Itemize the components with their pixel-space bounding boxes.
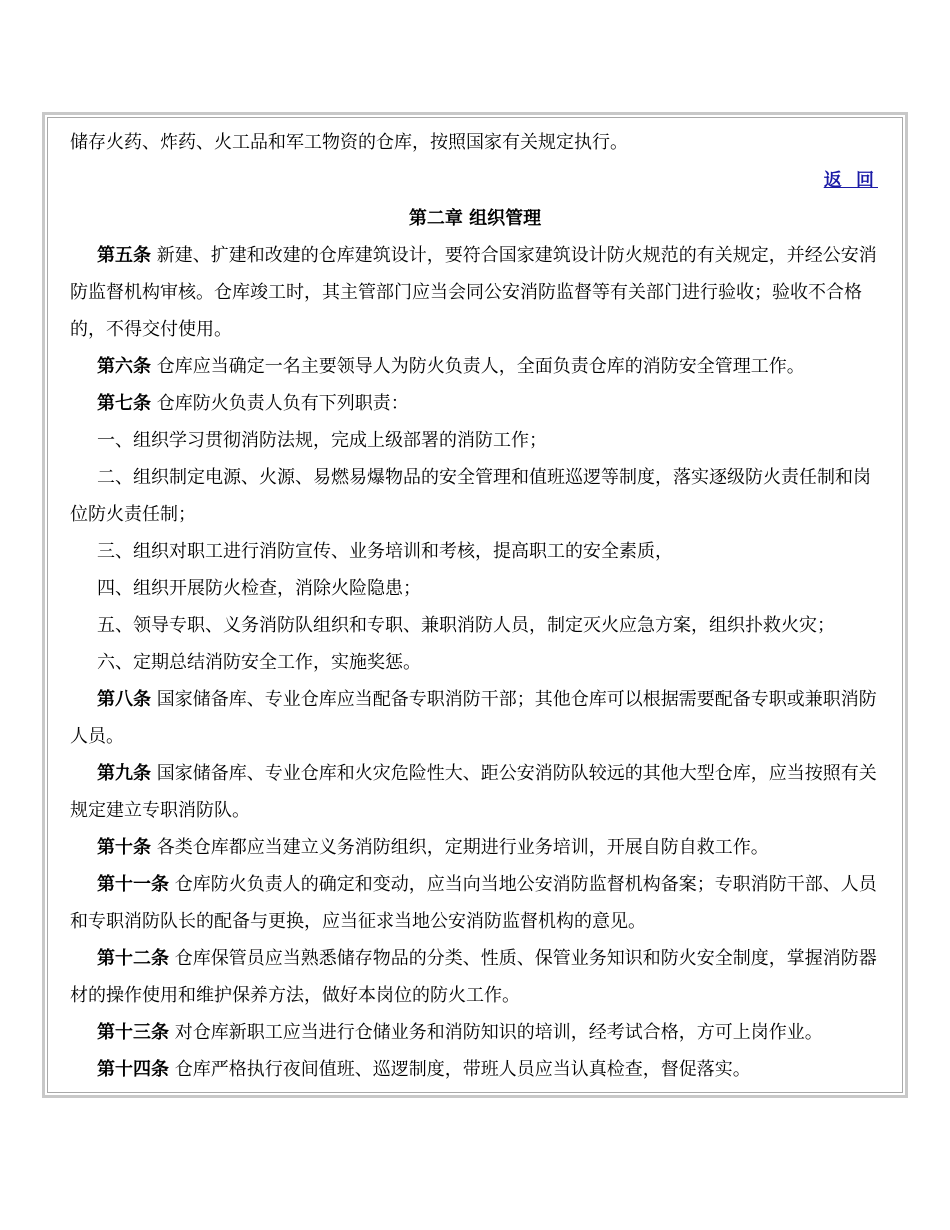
back-link[interactable]: 返 回 [823, 170, 878, 191]
chapter-title: 第二章 组织管理 [408, 208, 542, 229]
article-text: 国家储备库、专业仓库应当配备专职消防干部；其他仓库可以根据需要配备专职或兼职消防人员。 [70, 689, 877, 747]
article-11 [70, 866, 880, 940]
article-7 [70, 385, 880, 422]
article-9 [70, 755, 880, 829]
article-text: 国家储备库、专业仓库和火灾危险性大、距公安消防队较远的其他大型仓库，应当按照有关规定建立专职消防队。 [70, 763, 877, 821]
article-text: 仓库严格执行夜间值班、巡逻制度，带班人员应当认真检查，督促落实。 [169, 1059, 751, 1080]
article-10 [70, 829, 880, 866]
article-14 [70, 1051, 880, 1088]
content-frame [42, 112, 908, 1098]
article-label: 第十四条 [97, 1059, 169, 1080]
article-label: 第六条 [97, 356, 151, 377]
article-6 [70, 348, 880, 385]
article-text: 仓库防火负责人负有下列职责： [151, 393, 409, 414]
list-item: 四、组织开展防火检查，消除火险隐患； [97, 578, 421, 599]
article-label: 第五条 [97, 245, 151, 266]
article-5 [70, 237, 880, 348]
article-text: 新建、扩建和改建的仓库建筑设计，要符合国家建筑设计防火规范的有关规定，并经公安消防监督机构审核。仓库竣工时，其主管部门应当会同公安消防监督等有关部门进行验收；验收不合格的，不得交付使用。 [70, 245, 877, 340]
article-12 [70, 940, 880, 1014]
article-label: 第十二条 [97, 948, 169, 969]
article-label: 第七条 [97, 393, 151, 414]
article-text: 仓库防火负责人的确定和变动，应当向当地公安消防监督机构备案；专职消防干部、人员和专职消防队长的配备与更换，应当征求当地公安消防监督机构的意见。 [70, 874, 877, 932]
list-item: 三、组织对职工进行消防宣传、业务培训和考核，提高职工的安全素质， [97, 541, 673, 562]
list-item: 五、领导专职、义务消防队组织和专职、兼职消防人员，制定灭火应急方案，组织扑救火灾； [97, 615, 835, 636]
article-label: 第十条 [97, 837, 151, 858]
article-text: 对仓库新职工应当进行仓储业务和消防知识的培训，经考试合格，方可上岗作业。 [169, 1022, 823, 1043]
article-label: 第十三条 [97, 1022, 169, 1043]
article-text: 各类仓库都应当建立义务消防组织，定期进行业务培训，开展自防自救工作。 [151, 837, 769, 858]
content-body [47, 117, 903, 1093]
article-label: 第九条 [97, 763, 151, 784]
article-text: 仓库应当确定一名主要领导人为防火负责人，全面负责仓库的消防安全管理工作。 [151, 356, 805, 377]
intro-line: 储存火药、炸药、火工品和军工物资的仓库，按照国家有关规定执行。 [70, 132, 628, 153]
back-row [70, 161, 880, 201]
article-13 [70, 1014, 880, 1051]
article-label: 第十一条 [97, 874, 169, 895]
list-item: 一、组织学习贯彻消防法规，完成上级部署的消防工作； [97, 430, 547, 451]
article-text: 仓库保管员应当熟悉储存物品的分类、性质、保管业务知识和防火安全制度，掌握消防器材的操作使用和维护保养方法，做好本岗位的防火工作。 [70, 948, 877, 1006]
list-item: 二、组织制定电源、火源、易燃易爆物品的安全管理和值班巡逻等制度，落实逐级防火责任制和岗位防火责任制； [70, 467, 871, 525]
list-item: 六、定期总结消防安全工作，实施奖惩。 [97, 652, 421, 673]
article-label: 第八条 [97, 689, 151, 710]
article-8 [70, 681, 880, 755]
